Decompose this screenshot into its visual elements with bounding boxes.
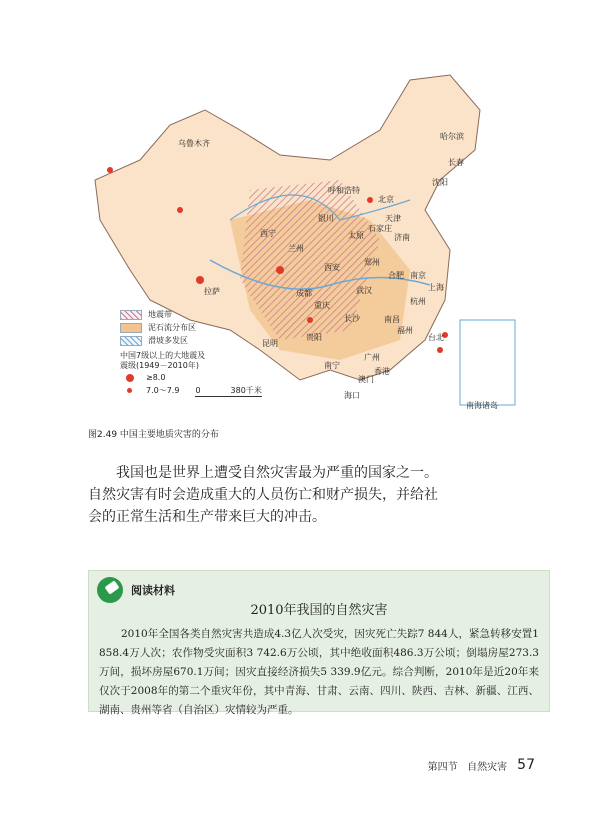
city-label: 成都 xyxy=(296,289,312,298)
city-label: 贵阳 xyxy=(306,333,322,342)
mudflow-swatch xyxy=(120,323,142,333)
legend-quake-title: 中国7级以上的大地震及震级(1949－2010年) xyxy=(120,351,206,370)
city-label: 天津 xyxy=(385,214,401,223)
city-label: 武汉 xyxy=(356,286,372,295)
city-label: 南京 xyxy=(410,271,426,280)
reading-title: 2010年我国的自然灾害 xyxy=(250,603,388,618)
city-label: 石家庄 xyxy=(368,224,392,233)
reading-text: 2010年全国各类自然灾害共造成4.3亿人次受灾，因灾死亡失踪7 844人，紧急转移安置1 858.4万人次；农作物受灾面积3 742.6万公顷，其中绝收面积486.3万公顷；倒塌房屋273.3万间，损坏房屋670.1万间；因灾直接经济损失5 339.9亿元。综合判断，2010年是近20年来仅次于2008年的第二个重灾年份，其中青海、甘肃、云南、四川、陕西、吉林、新疆、江西、湖南、贵州等省（自治区）灾情较为严重。 xyxy=(99,628,539,716)
city-label: 重庆 xyxy=(314,301,330,310)
quake-dot xyxy=(307,317,313,323)
legend-label: 滑坡多发区 xyxy=(148,336,188,345)
legend-label: 泥石流分布区 xyxy=(148,323,196,332)
city-label: 西宁 xyxy=(260,229,276,238)
city-label: 沈阳 xyxy=(432,178,448,187)
legend-label: ≥8.0 xyxy=(146,373,166,382)
quake-dot xyxy=(437,347,443,353)
quake-dot xyxy=(107,167,113,173)
city-label: 澳门 xyxy=(358,375,374,384)
city-label: 济南 xyxy=(394,233,410,242)
quake-belt-swatch xyxy=(120,310,142,320)
city-label: 杭州 xyxy=(410,297,426,306)
quake-dot xyxy=(276,266,284,274)
city-label: 福州 xyxy=(397,326,413,335)
city-label: 郑州 xyxy=(364,258,380,267)
page-number: 57 xyxy=(517,757,535,773)
city-label: 广州 xyxy=(364,353,380,362)
city-label: 银川 xyxy=(318,214,334,223)
legend-label: 地震带 xyxy=(148,310,172,319)
city-label: 南宁 xyxy=(324,361,340,370)
city-label: 长春 xyxy=(448,158,464,167)
city-label: 拉萨 xyxy=(204,287,220,296)
reading-material-box xyxy=(88,570,550,716)
city-label: 乌鲁木齐 xyxy=(178,139,210,148)
city-label: 北京 xyxy=(378,195,394,204)
city-label: 长沙 xyxy=(344,314,360,323)
scale-bar xyxy=(195,385,261,397)
city-label: 香港 xyxy=(374,367,390,376)
city-label: 合肥 xyxy=(388,271,404,280)
quake-dot xyxy=(367,197,373,203)
legend-label: 7.0～7.9 xyxy=(146,386,180,395)
reading-label: 阅读材料 xyxy=(131,584,175,597)
city-label: 兰州 xyxy=(288,244,304,253)
scale-value: 380千米 xyxy=(230,385,262,395)
small-quake-icon xyxy=(127,388,132,393)
city-label: 南昌 xyxy=(384,315,400,324)
city-label: 海口 xyxy=(344,391,360,400)
body-paragraph: 我国也是世界上遭受自然灾害最为严重的国家之一。自然灾害有时会造成重大的人员伤亡和财产损失，并给社会的正常生活和生产带来巨大的冲击。 xyxy=(88,465,438,525)
quake-dot xyxy=(196,276,204,284)
map-legend xyxy=(120,308,262,397)
south-sea-inset xyxy=(460,320,515,405)
scale-zero: 0 xyxy=(195,385,201,395)
city-label: 哈尔滨 xyxy=(440,132,464,141)
figure-caption: 图2.49 中国主要地质灾害的分布 xyxy=(88,430,219,440)
landslide-swatch xyxy=(120,336,142,346)
city-label: 昆明 xyxy=(262,339,278,348)
quake-dot xyxy=(177,207,183,213)
section-title: 第四节 自然灾害 xyxy=(427,761,508,773)
city-label: 南海诸岛 xyxy=(466,401,498,410)
city-label: 上海 xyxy=(428,283,444,292)
page-footer xyxy=(428,757,535,773)
city-label: 太原 xyxy=(348,231,364,240)
big-quake-icon xyxy=(126,374,134,382)
city-label: 西安 xyxy=(324,263,340,272)
city-label: 台北 xyxy=(428,333,444,342)
city-label: 呼和浩特 xyxy=(328,186,360,195)
